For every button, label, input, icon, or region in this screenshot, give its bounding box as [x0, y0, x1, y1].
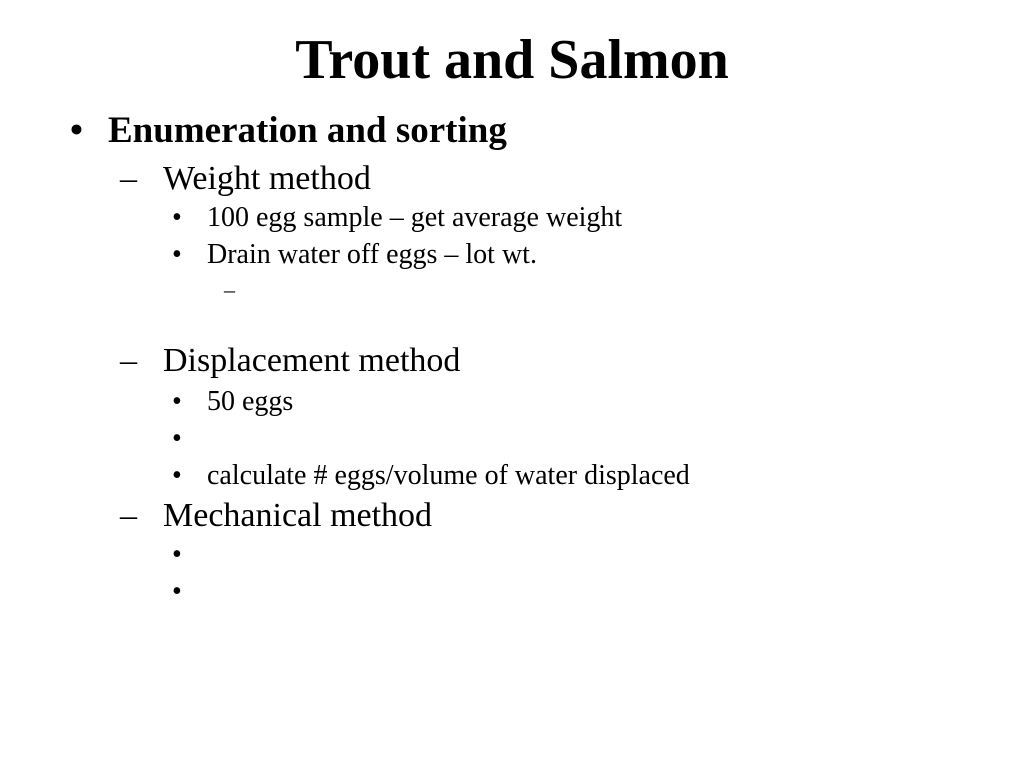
bullet-icon: •: [70, 110, 83, 151]
list-item-text: 100 egg sample – get average weight: [207, 202, 623, 233]
heading-text: Enumeration and sorting: [108, 110, 507, 151]
section-label: Weight method: [163, 160, 371, 197]
list-item-text: 50 eggs: [207, 386, 294, 417]
bullet-icon: •: [172, 423, 182, 454]
dash-icon: –: [120, 497, 137, 534]
bullet-icon: •: [172, 202, 182, 233]
dash-icon: –: [120, 160, 137, 197]
bullet-icon: •: [172, 576, 182, 607]
bullet-icon: •: [172, 386, 182, 417]
bullet-icon: •: [172, 239, 182, 270]
slide-title: Trout and Salmon: [295, 29, 729, 91]
dash-icon: –: [120, 342, 137, 379]
bullet-icon: •: [172, 460, 182, 491]
dash-icon: –: [224, 277, 235, 302]
list-item-text: Drain water off eggs – lot wt.: [207, 239, 537, 270]
list-item-text: calculate # eggs/volume of water displaced: [207, 460, 690, 491]
section-label: Displacement method: [163, 342, 461, 379]
section-label: Mechanical method: [163, 497, 433, 534]
bullet-icon: •: [172, 539, 182, 570]
